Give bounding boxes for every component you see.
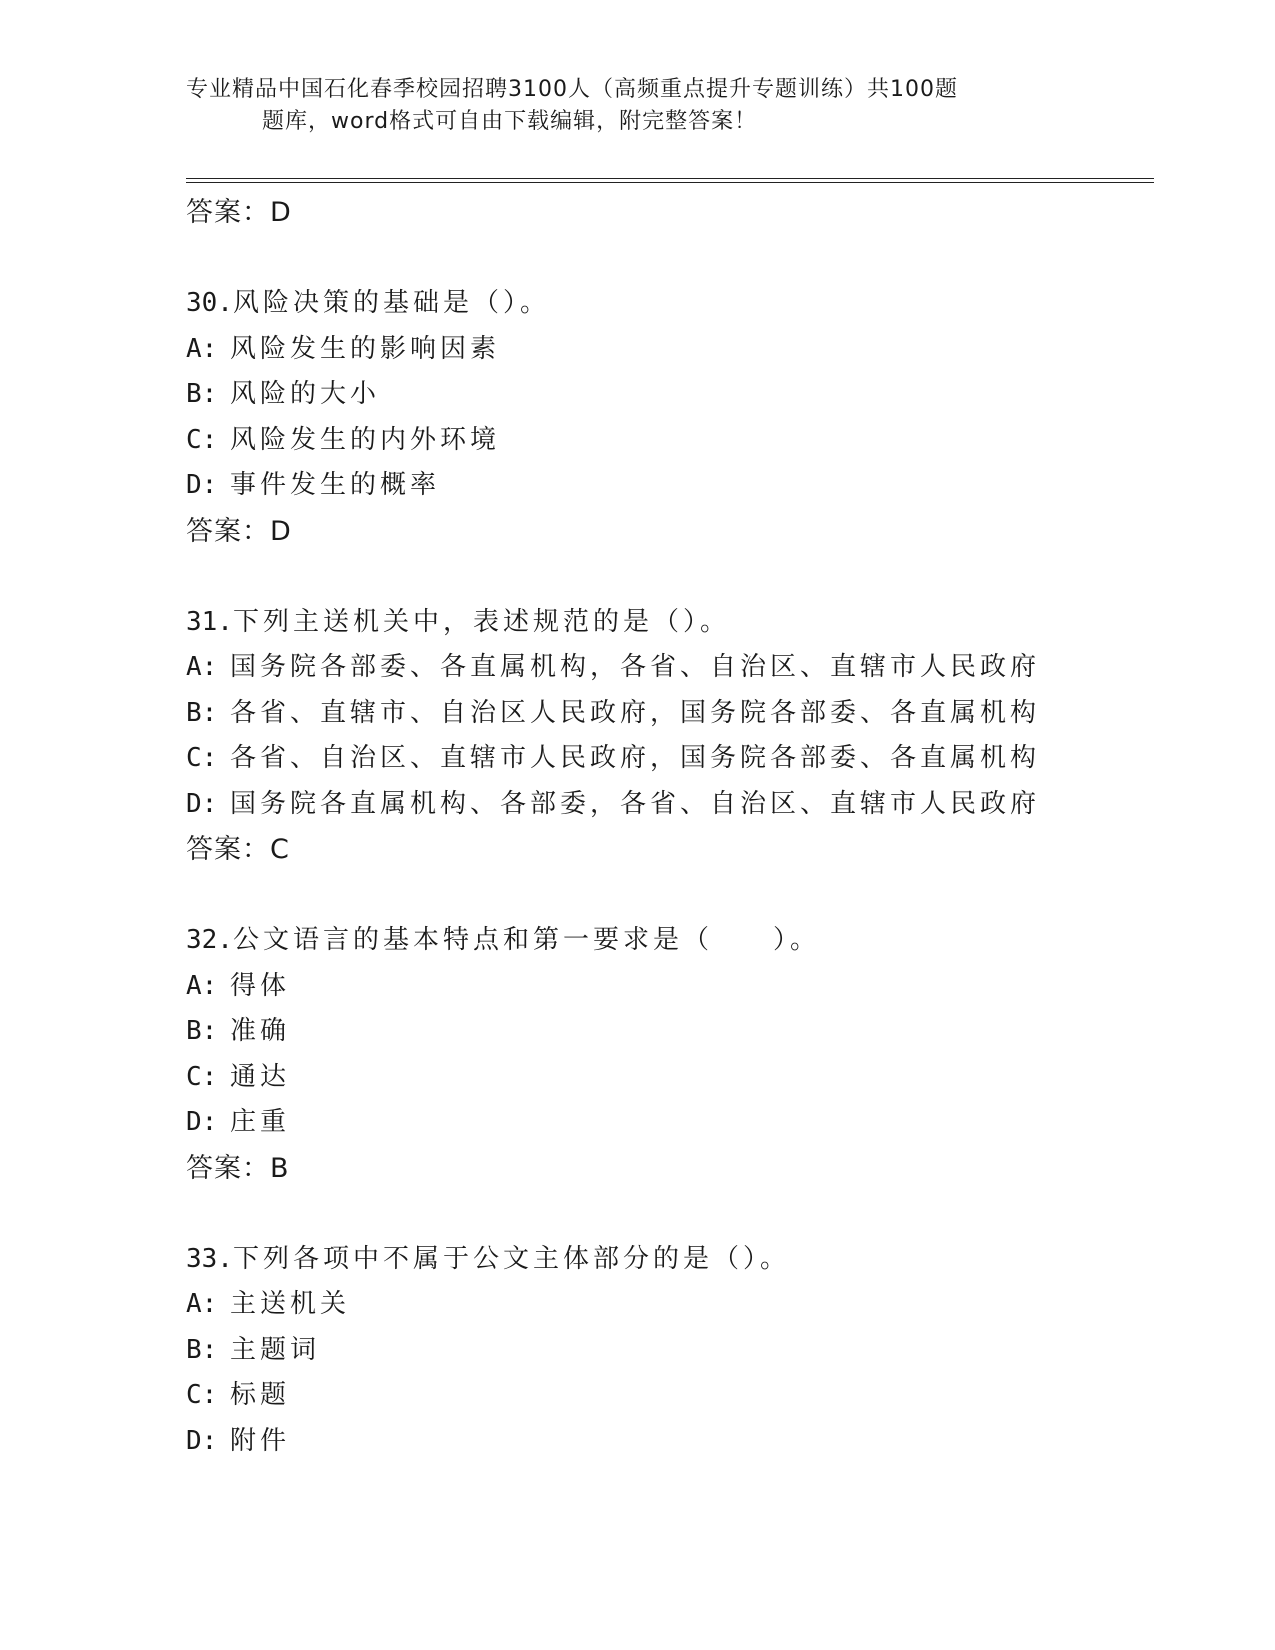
option-text: 主送机关 [230, 1289, 351, 1319]
option-item [186, 1100, 1154, 1146]
option-text: 风险发生的影响因素 [230, 333, 501, 364]
question-text: 风险决策的基础是（）。 [232, 288, 550, 318]
option-text: 得体 [230, 970, 291, 1001]
header-double-rule [186, 178, 1154, 183]
option-text: 风险发生的内外环境 [230, 424, 501, 455]
option-key: B: [186, 1016, 218, 1046]
question-block [186, 918, 1154, 1191]
question-text: 下列各项中不属于公文主体部分的是（）。 [232, 1243, 790, 1274]
document-body [186, 190, 1154, 1464]
option-key: A: [186, 970, 218, 1001]
header-title-line1: 专业精品中国石化春季校园招聘3100人（高频重点提升专题训练）共100题 [186, 77, 958, 102]
option-item [186, 1419, 1154, 1465]
option-text: 准确 [230, 1016, 291, 1046]
option-key: C: [186, 424, 218, 455]
option-key: D: [186, 1425, 218, 1456]
option-text: 事件发生的概率 [230, 470, 441, 500]
header-title-line2: 题库，word格式可自由下载编辑，附完整答案！ [262, 109, 758, 134]
option-text: 标题 [230, 1380, 291, 1410]
question-number: 33. [186, 1243, 233, 1274]
option-item [186, 1282, 1154, 1328]
option-item [186, 782, 1154, 828]
option-key: A: [186, 1289, 218, 1319]
option-text: 各省、自治区、直辖市人民政府，国务院各部委、各直属机构 [230, 743, 1041, 773]
option-item [186, 1373, 1154, 1419]
question-list [186, 281, 1154, 1464]
question-text: 下列主送机关中，表述规范的是（）。 [232, 606, 730, 637]
option-text: 主题词 [230, 1334, 321, 1365]
option-text: 庄重 [230, 1107, 291, 1137]
question-stem [186, 600, 1154, 646]
option-text: 各省、直辖市、自治区人民政府，国务院各部委、各直属机构 [230, 697, 1041, 728]
option-text: 国务院各直属机构、各部委，各省、自治区、直辖市人民政府 [230, 788, 1041, 819]
option-key: A: [186, 652, 218, 682]
option-key: B: [186, 379, 218, 409]
option-item [186, 327, 1154, 373]
answer-line: 答案：C [186, 834, 290, 865]
question-block [186, 600, 1154, 873]
option-key: A: [186, 333, 218, 364]
question-stem [186, 1237, 1154, 1283]
option-text: 风险的大小 [230, 379, 381, 409]
option-item [186, 372, 1154, 418]
option-item [186, 1055, 1154, 1101]
option-item [186, 1328, 1154, 1374]
option-item [186, 964, 1154, 1010]
option-key: C: [186, 1061, 218, 1092]
option-item [186, 1009, 1154, 1055]
answer-line: 答案：D [186, 197, 292, 228]
question-text: 公文语言的基本特点和第一要求是（ ）。 [232, 925, 820, 955]
question-stem [186, 281, 1154, 327]
question-stem [186, 918, 1154, 964]
page-header [186, 74, 1026, 138]
option-key: B: [186, 1334, 218, 1365]
option-item [186, 736, 1154, 782]
option-key: C: [186, 743, 218, 773]
option-item [186, 463, 1154, 509]
question-number: 32. [186, 925, 233, 955]
option-text: 通达 [230, 1061, 291, 1092]
option-item [186, 691, 1154, 737]
option-key: B: [186, 697, 218, 728]
option-item [186, 418, 1154, 464]
option-key: D: [186, 1107, 218, 1137]
question-block [186, 281, 1154, 554]
option-key: C: [186, 1380, 218, 1410]
question-number: 31. [186, 606, 233, 637]
option-key: D: [186, 788, 218, 819]
question-block [186, 1237, 1154, 1465]
option-item [186, 645, 1154, 691]
option-text: 国务院各部委、各直属机构，各省、自治区、直辖市人民政府 [230, 652, 1041, 682]
answer-line: 答案：B [186, 1152, 290, 1184]
option-text: 附件 [230, 1425, 291, 1456]
answer-line: 答案：D [186, 515, 292, 547]
option-key: D: [186, 470, 218, 500]
question-number: 30. [186, 288, 233, 318]
